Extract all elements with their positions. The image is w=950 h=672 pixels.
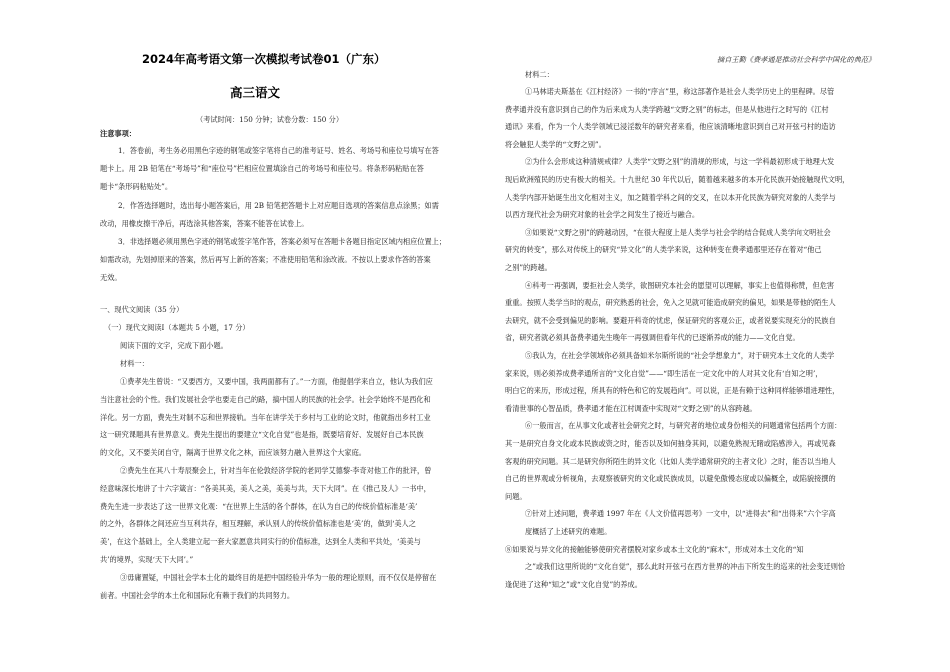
sub-section-heading: （一）现代文阅读Ⅰ（本题共 5 小题，17 分）	[104, 323, 250, 332]
source-note: 摘自王勤《费孝通是推动社会科学中国化的典范》	[717, 55, 876, 64]
exam-title: 2024年高考语文第一次模拟考试卷01（广东）	[142, 52, 386, 66]
instruction: 阅读下面的文字，完成下面小题。	[120, 341, 228, 350]
text-line: 客观的研究问题。其二是研究你所陌生的异文化（比如人类学通常研究的主者文化）之时，能否以当地人	[505, 456, 836, 466]
text-line: 看清世事的心智品质，费孝通才能在江村调查中实现对“文野之别”的从容跨越。	[505, 403, 757, 413]
text-line: 题卡上。用 2B 铅笔在“考场号”和“座位号”栏相应位置填涂自己的考场号和座位号。将条形码粘贴在答	[100, 164, 424, 174]
text-line: ③如果说“文野之别”的跨越动因，“在很大程度上是人类学与社会学的结合促成人类学向文明社会	[525, 227, 831, 237]
text-line: 逢促进了这种“知之”或“文化自觉”的养成。	[505, 579, 642, 589]
text-line: 如需改动，先划掉原来的答案，然后再写上新的答案；不准使用铅笔和涂改液。不按以上要求作答的答案	[100, 255, 431, 265]
text-line: 去研究，就不会受到偏见的影响。要避开科奇的忧虑，保证研究的客观公正，或者说要实现充分的民族自	[505, 315, 836, 325]
text-line: 美’，在这个基础上，全人类建立起一套大家愿意共同实行的价值标准，达到全人类和平共处，‘美美与	[100, 537, 421, 547]
text-line: ②费先生在其八十寿辰聚会上，针对当年在伦敦经济学院的老同学艾德黎·李奇对他工作的批评，曾	[120, 466, 432, 475]
text-line: ⑤我认为，在社会学领域你必须具备如米尔斯所说的“社会学想象力”，对于研究本土文化的人类学	[525, 351, 835, 360]
text-line: 通讯》来看，作为一个人类学领域已浸淫数年的研究者来看，他应该清晰地意识到自己对开弦弓村的造访	[505, 122, 836, 132]
text-line: 重重。按照人类学当时的观点，研究熟悉的社会，免入之见就可能造成研究的偏见，如果是带他的陌生人	[505, 298, 836, 308]
text-line: ⑧如果说与异文化的接触能够使研究者摆脱对家乡或本土文化的“麻木”，形成对本土文化的“知	[505, 544, 804, 554]
text-line: 洋化。另一方面，费先生对制不忘和世界接轨。当年在讲学关于乡村与工业的论文时，他就指出乡村工业	[100, 412, 431, 422]
text-line: 2．作答选择题时，选出每小题答案后，用 2B 铅笔把答题卡上对应题目选项的答案信息点涂黑；如需	[118, 200, 439, 210]
material1-label: 材料一：	[120, 359, 149, 368]
subject-title: 高三语文	[230, 85, 281, 100]
text-line: ③毋庸置疑，中国社会学本土化的最终目的是把中国经验升华为一般的理论原则，而不仅仅是停留在	[120, 572, 437, 582]
section-heading: 一、现代文阅读（35 分）	[100, 305, 184, 314]
exam-info: （考试时间：150 分钟；试卷分数：150 分）	[196, 115, 344, 124]
text-line: ①费孝先生曾说：“又要西方，又要中国，我两面都有了。”一方面，他提倡学来自立，他认为我们应	[120, 377, 433, 386]
text-line: 前者。中国社会学的本土化和国际化有赖于我们的共同努力。	[100, 590, 295, 600]
text-line: 其一是研究自身文化或本民族或资之时，能否以及如何抽身其间，以避免熟视无睹或陷感涉入，再或见森	[505, 439, 836, 448]
text-line: 研究的转变”，那么对传统上的研究“异文化”的人类学来说，这种转变在费孝通那里还存在着对“他己	[505, 245, 822, 255]
text-line: 度概括了上述研究的难题。	[525, 527, 612, 536]
text-line: 之别”的跨越。	[505, 263, 552, 272]
text-line: 省，研究者就必须具备费孝通先生晚年一再强调但看年代的已逐渐养成的能力——文化自觉。	[505, 333, 800, 343]
text-line: 经意味深长地讲了十六字箴言：“各美其美，美人之美，美美与共，天下大同”。在《推己及人》一书中，	[100, 483, 431, 493]
text-line: 将会触犯人类学的“文野之别”。	[505, 139, 606, 149]
notes-heading: 注意事项：	[100, 129, 136, 138]
text-line: 家来说，则必须养成费孝通所言的“文化自觉”——“即生活在一定文化中的人对其文化有‘自知之明’，	[505, 368, 823, 378]
text-line: 费先生进一步表达了这一世界文化观：“在世界上生活的各个群体，在认为自己的传统价值标准是‘美’	[100, 501, 418, 511]
text-line: 当注意社会的个性。我们发展社会学也要走自己的路，搞中国人的民族的社会学。社会学始终不是西化和	[100, 394, 431, 404]
text-line: 现后欧洲殖民的历史有极大的相关。十九世纪 30 年代以后，随着越来越多的本开化民族开始接触现代文明，	[505, 175, 850, 184]
text-line: 1．答卷前，考生务必用黑色字迹的钢笔或签字笔将自己的准考证号、姓名、考场号和座位号填写在答	[118, 146, 439, 155]
text-line: 之”或我们这里所说的“文化自觉”，那么此时开弦弓在西方世界的冲击下所发生的巡来的社会变迁则恰	[525, 562, 846, 572]
text-line: ④科考一再强调，要拒社会人类学，欲图研究本社会的愿望可以理解，事实上也值得称赞，但危害	[525, 280, 835, 290]
text-line: 以西方现代社会为研究对象的社会学之间发生了接近与融合。	[505, 210, 700, 220]
text-line: 这一研究课题具有世界意义。费先生提出的要建立“文化自觉”也是指，既要培育好、发展好自己本民族	[100, 430, 424, 440]
text-line: 人类学内部开始诞生出文化相对主义，加之随着学科之间的交叉，在以本开化民族为研究对象的人类学与	[505, 192, 836, 202]
text-line: 的之外，各群体之间还应当互利共存，相互理解，承认别人的传统价值标准也是‘美’的，做到‘美人之	[100, 519, 416, 529]
text-line: ⑦针对上述问题，费孝通 1997 年在《人文价值再思考》一文中，以“进得去”和“出得来”六个字高	[525, 509, 836, 519]
material2-label: 材料二：	[525, 70, 554, 79]
text-line: 题卡“条形码粘贴处”。	[100, 182, 173, 192]
text-line: 费孝通并没有意识到自己的作为后来成为人类学跨越“文野之别”的标志，但是从他进行之时写的《江村	[505, 104, 829, 114]
text-line: ②为什么会形成这种清规戒律？人类学“文野之别”的清规的形成，与这一学科最初形成于地理大发	[525, 157, 835, 167]
text-line: 问题。	[505, 491, 527, 501]
text-line: 共’的境界，实现‘天下大同’。”	[100, 555, 194, 564]
text-line: ①马林诺夫斯基在《江村经济》一书的“序言”里，称这部著作是社会人类学历史上的里程碑。尽管	[525, 87, 835, 96]
text-line: ⑥一般而言，在从事文化或者社会研究之时，与研究者的地位或身份相关的问题通常包括两个方面：	[525, 421, 842, 431]
text-line: 3．非选择题必须用黑色字迹的钢笔或签字笔作答，答案必须写在答题卡各题目指定区域内相应位置上；	[118, 237, 447, 246]
text-line: 自己的世界观或分析视角，去观察被研究的文化或民族成员，以避免傲慢态度或以偏概全，或陷貌接撰的	[505, 474, 836, 484]
text-line: 的文化，又不要关闭自守，隔离于世界文化之林，而应该努力融入世界这个大家庭。	[100, 448, 366, 458]
text-line: 无效。	[100, 273, 122, 283]
text-line: 明白它的来历，形成过程，所具有的特色和它的发展趋向”。可以说，正是有赖于这种同样能够增进理性，	[505, 386, 840, 396]
text-line: 改动，用橡皮擦干净后，再选涂其他答案，答案不能答在试卷上。	[100, 218, 309, 228]
